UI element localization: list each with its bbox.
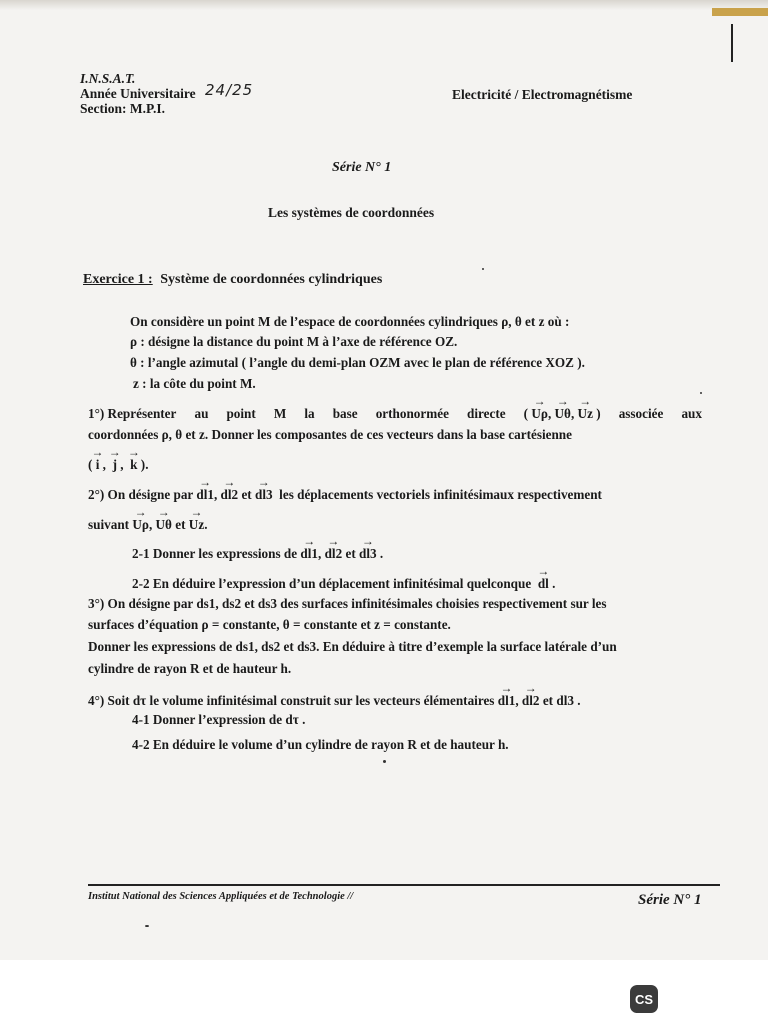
vector-dl3: → dl3 bbox=[255, 487, 273, 503]
vector-j: → j bbox=[113, 457, 117, 473]
vector-dl: → dl bbox=[538, 576, 549, 592]
q4-line-1: 4°) Soit dτ le volume infinitésimal construit sur les vecteurs élémentaires → dl1, → dl2 et dl3 . bbox=[88, 693, 581, 709]
exercise-heading bbox=[83, 272, 382, 288]
q2-et: et bbox=[241, 487, 252, 502]
vector-dl2: → dl2 bbox=[221, 487, 239, 503]
academic-year-label: Année Universitaire bbox=[80, 86, 196, 101]
subject-title: Electricité / Electromagnétisme bbox=[452, 87, 633, 102]
vector-dl3: → dl3 bbox=[359, 546, 377, 562]
q1-line-1 bbox=[88, 406, 702, 422]
q1-word: associée bbox=[618, 406, 664, 421]
corner-tab bbox=[712, 8, 768, 16]
q1-word: directe bbox=[467, 406, 506, 421]
q1-word: point bbox=[226, 406, 256, 421]
q1-word: base bbox=[332, 406, 358, 421]
q3-line-4: cylindre de rayon R et de hauteur h. bbox=[88, 661, 292, 676]
q4-1: 4-1 Donner l’expression de dτ . bbox=[132, 712, 306, 727]
footer-rule bbox=[88, 884, 720, 886]
vector-dl2: → dl2 bbox=[325, 546, 343, 562]
intro-line-1: On considère un point M de l’espace de coordonnées cylindriques ρ, θ et z où : bbox=[130, 314, 570, 329]
vector-dl2: → dl2 bbox=[522, 693, 540, 709]
q1-word: au bbox=[194, 406, 209, 421]
q1-paren-open: ( bbox=[88, 457, 93, 472]
school-name: I.N.S.A.T. bbox=[80, 71, 136, 86]
q1-vector-basis: ( → Uρ, → Uθ, → Uz ) bbox=[524, 406, 601, 422]
q1-line-3: ( → i , → j , → k ). bbox=[88, 457, 149, 473]
vector-i: → i bbox=[96, 457, 100, 473]
scan-speck bbox=[700, 392, 702, 394]
q1-word: aux bbox=[681, 406, 702, 421]
camscanner-logo-icon: CS bbox=[630, 985, 658, 1013]
serie-title: Série N° 1 bbox=[332, 160, 392, 175]
vector-u-theta: → Uθ bbox=[555, 406, 571, 422]
scan-speck bbox=[145, 925, 149, 927]
vector-u-z: → Uz bbox=[578, 406, 593, 422]
vector-u-theta: → Uθ bbox=[156, 517, 172, 533]
q4-2: 4-2 En déduire le volume d’un cylindre de rayon R et de hauteur h. bbox=[132, 737, 509, 752]
q3-line-3: Donner les expressions de ds1, ds2 et ds3. En déduire à titre d’exemple la surface latérale d’un bbox=[88, 639, 617, 654]
academic-year-handwritten: 24/25 bbox=[204, 81, 254, 99]
q1-paren-close: ). bbox=[140, 457, 149, 472]
q1-word: la bbox=[304, 406, 315, 421]
exercise-title: Système de coordonnées cylindriques bbox=[160, 272, 383, 287]
vector-k: → k bbox=[130, 457, 137, 473]
scan-speck bbox=[383, 760, 386, 763]
vector-u-z: → Uz bbox=[189, 517, 204, 533]
q2-line-2: suivant → Uρ, → Uθ et → Uz. bbox=[88, 517, 207, 533]
vector-dl1: → dl1 bbox=[498, 693, 516, 709]
intro-line-2: ρ : désigne la distance du point M à l’axe de référence OZ. bbox=[130, 334, 458, 349]
section-label: Section: M.P.I. bbox=[80, 101, 165, 116]
intro-line-3: θ : l’angle azimutal ( l’angle du demi-plan OZM avec le plan de référence XOZ ). bbox=[130, 355, 585, 370]
footer-serie: Série N° 1 bbox=[638, 892, 702, 908]
document-title: Les systèmes de coordonnées bbox=[268, 205, 435, 220]
scan-speck bbox=[482, 268, 484, 270]
vector-u-rho: → Uρ bbox=[531, 406, 548, 422]
q2-text: 2°) On désigne par bbox=[88, 487, 194, 502]
q1-represent: 1°) Représenter bbox=[88, 406, 177, 421]
q2-text: les déplacements vectoriels infinitésimaux respectivement bbox=[279, 487, 602, 502]
vector-dl1: → dl1 bbox=[196, 487, 214, 503]
q4-dl3: dl3 bbox=[556, 693, 574, 708]
q1-line-2: coordonnées ρ, θ et z. Donner les composantes de ces vecteurs dans la base cartésienne bbox=[88, 427, 572, 442]
footer-institution: Institut National des Sciences Appliquées et de Technologie // bbox=[88, 891, 354, 902]
q2-1-text: 2-1 Donner les expressions de bbox=[132, 546, 298, 561]
exercise-label: Exercice 1 : bbox=[83, 272, 153, 287]
q3-line-1: 3°) On désigne par ds1, ds2 et ds3 des surfaces infinitésimales choisies respectivement sur les bbox=[88, 596, 607, 611]
q2-1: 2-1 Donner les expressions de → dl1, → dl2 et → dl3 . bbox=[132, 546, 383, 562]
q2-et: et bbox=[345, 546, 356, 561]
q4-text: 4°) Soit dτ le volume infinitésimal construit sur les vecteurs élémentaires bbox=[88, 693, 495, 708]
q1-word: orthonormée bbox=[375, 406, 449, 421]
margin-mark bbox=[731, 24, 733, 62]
q1-paren-close: ) bbox=[596, 406, 601, 421]
q2-line-1: 2°) On désigne par → dl1, → dl2 et → dl3 les déplacements vectoriels infinitésimaux respectivement bbox=[88, 487, 702, 503]
q2-et: et bbox=[175, 517, 186, 532]
q2-2-text: 2-2 En déduire l’expression d’un déplacement infinitésimal quelconque bbox=[132, 576, 532, 591]
q1-paren-open: ( bbox=[523, 406, 529, 421]
page-top-shadow bbox=[0, 0, 768, 10]
vector-u-rho: → Uρ bbox=[132, 517, 149, 533]
q2-suivant: suivant bbox=[88, 517, 130, 532]
q4-et: et bbox=[542, 693, 554, 708]
q1-word: M bbox=[273, 406, 287, 421]
q2-2: 2-2 En déduire l’expression d’un déplacement infinitésimal quelconque → dl . bbox=[132, 576, 555, 592]
q3-line-2: surfaces d’équation ρ = constante, θ = constante et z = constante. bbox=[88, 617, 451, 632]
vector-dl1: → dl1 bbox=[300, 546, 318, 562]
academic-year bbox=[80, 81, 254, 101]
intro-line-4: z : la côte du point M. bbox=[133, 376, 256, 391]
